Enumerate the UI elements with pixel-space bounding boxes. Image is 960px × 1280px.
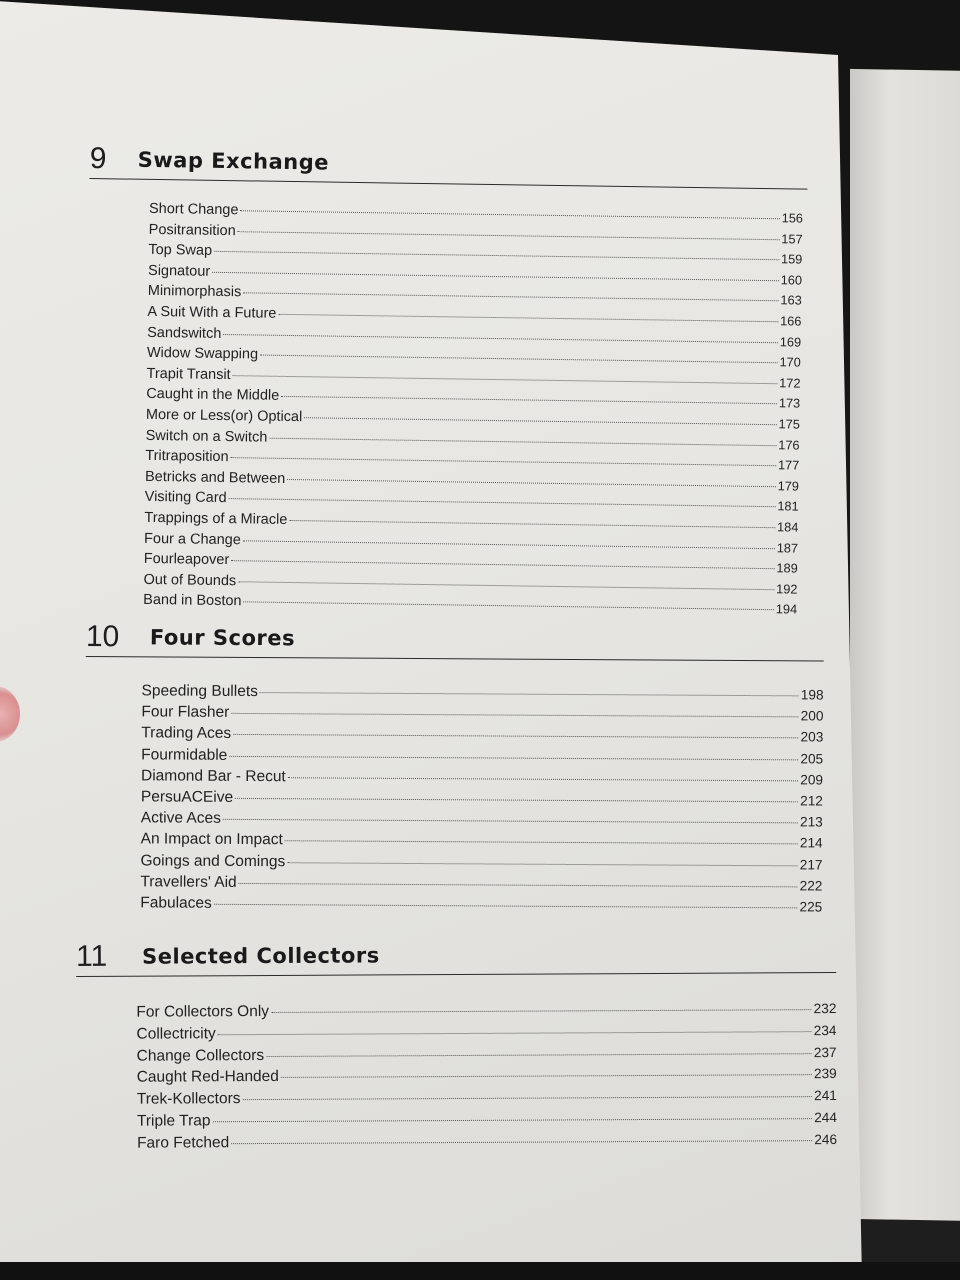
dot-leader bbox=[214, 251, 779, 260]
entry-page-number: 176 bbox=[778, 436, 800, 453]
chapter-header bbox=[86, 620, 824, 665]
chapter-11 bbox=[76, 936, 838, 1152]
dot-leader bbox=[212, 272, 779, 281]
entry-title: Goings and Comings bbox=[140, 851, 286, 870]
entry-page-number: 156 bbox=[781, 210, 804, 226]
dot-leader bbox=[240, 210, 779, 219]
chapter-number: 9 bbox=[89, 142, 107, 176]
entry-title: Triple Trap bbox=[136, 1112, 211, 1130]
entry-title: Top Swap bbox=[148, 242, 213, 260]
chapter-rule bbox=[76, 972, 836, 977]
entry-title: Trading Aces bbox=[141, 724, 232, 743]
entry-title: A Suit With a Future bbox=[147, 303, 277, 322]
dot-leader bbox=[231, 1140, 812, 1144]
entry-page-number: 192 bbox=[776, 580, 798, 597]
entry-page-number: 198 bbox=[800, 687, 824, 703]
toc-list bbox=[140, 680, 823, 917]
entry-title: Fourmidable bbox=[141, 745, 228, 764]
entry-title: PersuACEive bbox=[140, 788, 234, 806]
dot-leader bbox=[235, 798, 798, 802]
dot-leader bbox=[214, 904, 798, 909]
entry-page-number: 222 bbox=[799, 878, 823, 894]
toc-entry bbox=[141, 765, 823, 790]
dot-leader bbox=[233, 734, 798, 738]
entry-page-number: 187 bbox=[776, 539, 799, 556]
dot-leader bbox=[231, 457, 776, 466]
entry-page-number: 170 bbox=[779, 354, 801, 370]
entry-page-number: 209 bbox=[800, 772, 824, 788]
entry-title: Four a Change bbox=[144, 530, 241, 548]
entry-page-number: 212 bbox=[800, 793, 823, 809]
entry-title: Sandswitch bbox=[147, 324, 222, 342]
entry-page-number: 241 bbox=[814, 1088, 837, 1104]
entry-page-number: 157 bbox=[781, 230, 803, 247]
entry-title: Tritraposition bbox=[145, 447, 229, 466]
entry-page-number: 200 bbox=[800, 708, 824, 724]
entry-title: Caught in the Middle bbox=[146, 386, 280, 405]
entry-title: Fabulaces bbox=[140, 894, 212, 912]
entry-title: Active Aces bbox=[140, 809, 221, 828]
entry-title: Trek-Kollectors bbox=[136, 1090, 241, 1108]
toc-entry bbox=[140, 850, 822, 875]
dot-leader bbox=[278, 314, 778, 322]
entry-page-number: 214 bbox=[799, 835, 823, 851]
entry-page-number: 234 bbox=[813, 1022, 837, 1038]
entry-page-number: 184 bbox=[776, 519, 799, 535]
chapter-header bbox=[76, 936, 836, 980]
dot-leader bbox=[218, 1031, 812, 1035]
dot-leader bbox=[243, 540, 775, 549]
dot-leader bbox=[271, 1009, 812, 1013]
dot-leader bbox=[287, 862, 798, 866]
entry-title: Positransition bbox=[148, 221, 236, 239]
entry-page-number: 177 bbox=[777, 457, 800, 473]
dot-leader bbox=[269, 437, 776, 446]
entry-title: Diamond Bar - Recut bbox=[140, 767, 286, 786]
entry-page-number: 244 bbox=[814, 1110, 837, 1126]
entry-page-number: 181 bbox=[777, 498, 799, 514]
entry-title: Collectricity bbox=[136, 1025, 216, 1043]
entry-page-number: 203 bbox=[800, 729, 824, 745]
entry-title: Four Flasher bbox=[141, 703, 230, 722]
entry-page-number: 189 bbox=[776, 560, 798, 576]
dot-leader bbox=[233, 375, 778, 384]
entry-page-number: 246 bbox=[814, 1131, 838, 1147]
entry-page-number: 237 bbox=[813, 1044, 837, 1060]
dot-leader bbox=[242, 1096, 812, 1100]
entry-title: Short Change bbox=[148, 200, 239, 219]
entry-title: Faro Fetched bbox=[137, 1133, 230, 1152]
toc-entry bbox=[137, 1129, 837, 1154]
dot-leader bbox=[287, 479, 775, 487]
entry-title: Out of Bounds bbox=[143, 571, 237, 589]
entry-title: Minimorphasis bbox=[147, 283, 242, 301]
back-pages bbox=[850, 69, 960, 1221]
entry-page-number: 159 bbox=[780, 251, 803, 267]
entry-title: Widow Swapping bbox=[146, 345, 259, 363]
dot-leader bbox=[231, 713, 798, 717]
entry-title: Travellers' Aid bbox=[140, 873, 237, 891]
entry-title: Change Collectors bbox=[136, 1046, 265, 1065]
dot-leader bbox=[244, 602, 774, 611]
entry-page-number: 175 bbox=[778, 416, 801, 432]
chapter-rule bbox=[86, 656, 824, 662]
entry-page-number: 239 bbox=[813, 1066, 837, 1082]
dot-leader bbox=[229, 755, 798, 759]
entry-page-number: 166 bbox=[780, 313, 802, 329]
entry-title: For Collectors Only bbox=[136, 1002, 270, 1021]
entry-title: Caught Red-Handed bbox=[136, 1068, 279, 1087]
dot-leader bbox=[260, 355, 777, 364]
entry-title: Betricks and Between bbox=[144, 468, 286, 487]
dot-leader bbox=[281, 1075, 812, 1079]
dot-leader bbox=[238, 231, 780, 240]
entry-title: Trapit Transit bbox=[146, 365, 231, 383]
entry-page-number: 232 bbox=[813, 1001, 837, 1017]
toc-list bbox=[143, 199, 803, 621]
background-edge bbox=[0, 1262, 960, 1280]
toc-entry bbox=[142, 680, 824, 705]
chapter-title: Selected Collectors bbox=[142, 943, 380, 969]
entry-page-number: 163 bbox=[780, 292, 802, 308]
dot-leader bbox=[223, 334, 778, 343]
dot-leader bbox=[229, 498, 776, 507]
entry-page-number: 169 bbox=[779, 333, 802, 350]
dot-leader bbox=[266, 1053, 812, 1057]
entry-title: An Impact on Impact bbox=[140, 830, 283, 849]
dot-leader bbox=[285, 841, 798, 845]
entry-page-number: 179 bbox=[777, 477, 800, 494]
toc-list bbox=[136, 998, 837, 1154]
chapter-number: 11 bbox=[76, 939, 108, 973]
entry-page-number: 217 bbox=[799, 856, 823, 873]
entry-title: Trappings of a Miracle bbox=[144, 509, 288, 528]
entry-page-number: 173 bbox=[778, 395, 801, 411]
chapter-10 bbox=[85, 620, 824, 915]
dot-leader bbox=[238, 581, 774, 590]
dot-leader bbox=[260, 692, 799, 696]
chapter-number: 10 bbox=[85, 620, 120, 654]
entry-page-number: 160 bbox=[780, 272, 803, 288]
dot-leader bbox=[239, 883, 798, 887]
dot-leader bbox=[212, 1118, 812, 1122]
entry-page-number: 172 bbox=[779, 375, 801, 391]
entry-title: Fourleapover bbox=[143, 550, 230, 569]
dot-leader bbox=[281, 396, 777, 404]
dot-leader bbox=[288, 777, 799, 781]
dot-leader bbox=[289, 520, 775, 528]
entry-page-number: 225 bbox=[799, 899, 823, 915]
entry-title: Signatour bbox=[147, 262, 211, 280]
toc-entry bbox=[140, 892, 822, 917]
entry-title: Switch on a Switch bbox=[145, 427, 268, 446]
entry-title: Visiting Card bbox=[144, 489, 227, 507]
dot-leader bbox=[243, 293, 778, 302]
entry-title: More or Less(or) Optical bbox=[145, 406, 303, 426]
entry-title: Speeding Bullets bbox=[141, 682, 258, 701]
entry-page-number: 194 bbox=[775, 601, 798, 617]
dot-leader bbox=[304, 417, 776, 425]
dot-leader bbox=[223, 819, 798, 824]
entry-title: Band in Boston bbox=[143, 592, 242, 610]
entry-page-number: 213 bbox=[799, 814, 823, 830]
dot-leader bbox=[231, 560, 774, 569]
chapter-title: Four Scores bbox=[149, 625, 296, 651]
chapter-title: Swap Exchange bbox=[137, 147, 330, 175]
entry-page-number: 205 bbox=[800, 750, 824, 767]
